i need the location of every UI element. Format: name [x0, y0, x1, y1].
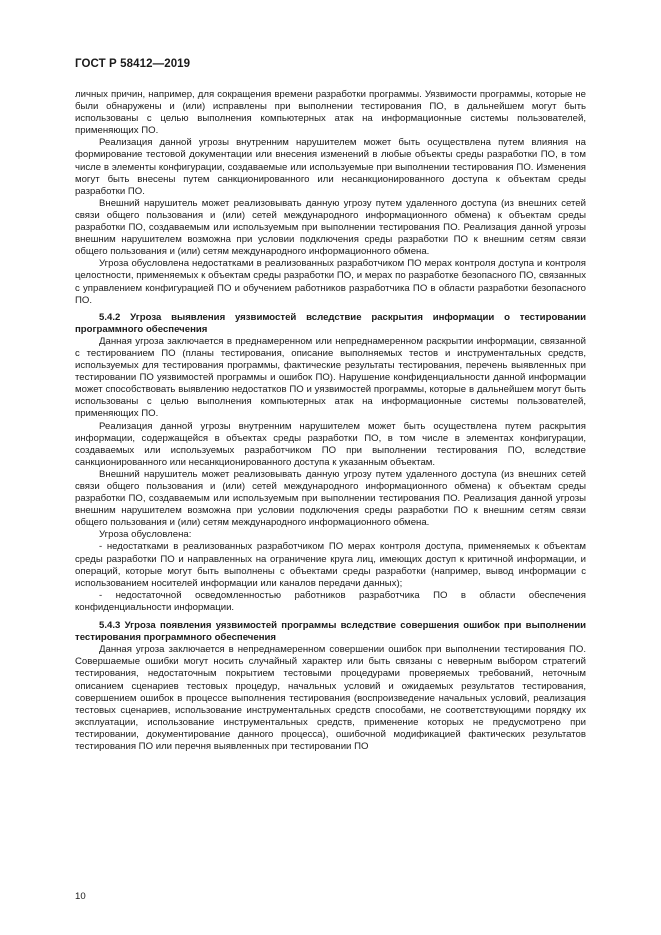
paragraph: Данная угроза заключается в непреднамеренном совершении ошибок при выполнении тестирования ПО. Совершаемые ошибки могут носить случайный характер или быть связаны с неверным выбором стратегий тестирования, недостаточным покрытием тестовыми процедурами проверяемых требований, неточным описанием сценариев тестовых процедур, начальных условий и ожидаемых результатов тестирования, совершением ошибок в процессе выполнения тестирования (воспроизведение начальных условий, реализация тестовых сценариев, использование инструментальных средств способами, не соответствующими порядку их эксплуатации, использование инструментальных средств, применение которых не предусмотрено при тестировании, документирование данного процесса), ошибочной модификацией фактических результатов тестирования ПО или перечня выявленных при тестировании ПО	[75, 644, 586, 752]
paragraph: Угроза обусловлена:	[99, 529, 192, 541]
section-heading-5-4-2: 5.4.2 Угроза выявления уязвимостей вследствие раскрытия информации о тестировании программного обеспечения	[75, 311, 586, 335]
paragraph: Реализация данной угрозы внутренним нарушителем может быть осуществлена путем влияния на формирование тестовой документации или внесения изменений в любые объекты среды разработки ПО, в том числе в элементы конфигурации, создаваемые или используемые при выполнении тестирования ПО. Изменения могут быть внесены путем санкционированного или несанкционированного доступа к объектам среды разработки ПО.	[75, 137, 586, 197]
document-body	[75, 89, 586, 753]
paragraph: Данная угроза заключается в преднамеренном или непреднамеренном раскрытии информации, связанной с тестированием ПО (планы тестирования, описание выполняемых тестов и инструментальных средств, используемых для тестирования программы, фактические результаты тестирования, перечень выявленных при тестировании ПО уязвимостей программы и ошибок ПО). Нарушение конфиденциальности данной информации может способствовать выявлению недостатков ПО и уязвимостей программы, которые в дальнейшем могут быть использованы с целью выполнения компьютерных атак на информационные системы пользователей, применяющих ПО.	[75, 335, 586, 420]
list-item: - недостатками в реализованных разработчиком ПО мерах контроля доступа, применяемых к объектам среды разработки ПО и направленных на ограничение круга лиц, имеющих доступ к критичной информации, и операций, которые могут быть выполнены с объектами среды разработки (например, вывод информации с использованием носителей информации или каналов передачи данных);	[75, 541, 586, 589]
paragraph: Внешний нарушитель может реализовывать данную угрозу путем удаленного доступа (из внешних сетей связи общего пользования и (или) сетей международного информационного обмена) к объектам среды разработки ПО, создаваемым или используемым при выполнении тестирования ПО. Реализация данной угрозы внешним нарушителем возможна при условии подключения среды разработки ПО к внешним сетям связи общего пользования и (или) сетям международного информационного обмена.	[75, 197, 586, 258]
paragraph: Внешний нарушитель может реализовывать данную угрозу путем удаленного доступа (из внешних сетей связи общего пользования и (или) сетей международного информационного обмена) к объектам среды разработки ПО, создаваемым или используемым при выполнении тестирования ПО. Реализация данной угрозы внешним нарушителем возможна при условии подключения среды разработки ПО к внешним сетям связи общего пользования и (или) сетям международного информационного обмена.	[75, 468, 586, 529]
paragraph: Угроза обусловлена недостатками в реализованных разработчиком ПО мерах контроля доступа и контроля целостности, применяемых к объектам среды разработки ПО, и мерах по разработке безопасного ПО, связанных с управлением конфигурацией ПО и обучением работников разработчика ПО в области разработки безопасного ПО.	[75, 258, 586, 306]
page-header-title: ГОСТ Р 58412—2019	[75, 58, 191, 70]
list-item: - недостаточной осведомленностью работников разработчика ПО в области обеспечения конфиденциальности информации.	[75, 589, 586, 613]
section-heading-5-4-3: 5.4.3 Угроза появления уязвимостей программы вследствие совершения ошибок при выполнении тестирования программного обеспечения	[75, 620, 586, 644]
paragraph: личных причин, например, для сокращения времени разработки программы. Уязвимости программы, которые не были обнаружены и (или) исправлены при выполнении тестирования ПО, в дальнейшем могут быть использованы с целью выполнения компьютерных атак на информационные системы пользователей, применяющих ПО.	[75, 89, 586, 137]
page-number: 10	[75, 891, 86, 902]
paragraph: Реализация данной угрозы внутренним нарушителем может быть осуществлена путем раскрытия информации, содержащейся в объектах среды разработки ПО, в том числе в элементах конфигурации, создаваемых или используемых разработчиком ПО при выполнении тестирования ПО, вследствие санкционированного или несанкционированного доступа к указанным объектам.	[75, 420, 586, 468]
